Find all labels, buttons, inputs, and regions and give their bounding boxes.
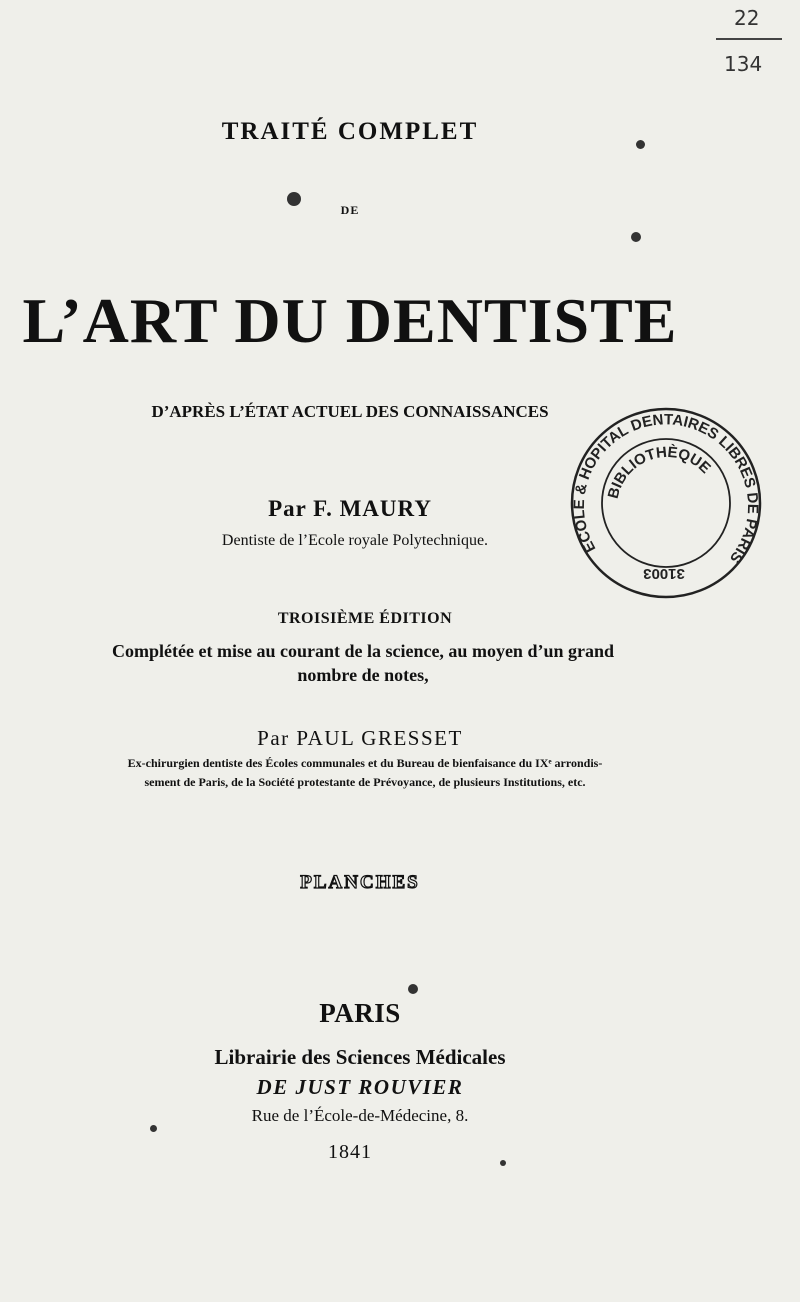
editor-role-2: sement de Paris, de la Société protestante de Prévoyance, de plusieurs Institutions, etc. [144, 775, 586, 789]
editor: Par PAUL GRESSET [257, 726, 463, 750]
imprint-publisher-name: DE JUST ROUVIER [256, 1075, 464, 1099]
volume-label: PLANCHES [300, 872, 420, 893]
library-stamp [560, 405, 772, 601]
main-title: L’ART DU DENTISTE [22, 285, 678, 356]
edition-note-2: nombre de notes, [297, 665, 429, 685]
imprint-address: Rue de l’École-de-Médecine, 8. [251, 1106, 469, 1125]
subtitle: D’APRÈS L’ÉTAT ACTUEL DES CONNAISSANCES [151, 402, 549, 421]
handwritten-rule [716, 38, 782, 40]
handwritten-shelfmark [716, 4, 786, 84]
foxing-spot [408, 984, 418, 994]
handwritten-bottom: 134 [724, 52, 763, 76]
author: Par F. MAURY [268, 496, 432, 521]
edition: TROISIÈME ÉDITION [277, 610, 453, 627]
author-role: Dentiste de l’Ecole royale Polytechnique. [221, 532, 489, 549]
title-line-1: TRAITÉ COMPLET [221, 118, 479, 145]
foxing-spot [287, 192, 301, 206]
foxing-spot [631, 232, 641, 242]
imprint-year: 1841 [328, 1141, 372, 1163]
handwritten-top: 22 [734, 6, 760, 30]
foxing-spot [150, 1125, 157, 1132]
imprint-publisher: Librairie des Sciences Médicales [214, 1045, 506, 1069]
stamp-inner-text: BIBLIOTHÈQUE [604, 443, 714, 501]
stamp-number: 31003 [643, 565, 685, 582]
title-line-2: DE [340, 203, 360, 217]
imprint-city: PARIS [319, 998, 401, 1028]
foxing-spot [636, 140, 645, 149]
foxing-spot [500, 1160, 506, 1166]
stamp-outer-text: ECOLE & HOPITAL DENTAIRES LIBRES DE PARIS [570, 411, 762, 567]
edition-note-1: Complétée et mise au courant de la science, au moyen d’un grand [112, 641, 614, 661]
editor-role-1: Ex-chirurgien dentiste des Écoles communales et du Bureau de bienfaisance du IXᵉ arrondis- [127, 756, 603, 770]
